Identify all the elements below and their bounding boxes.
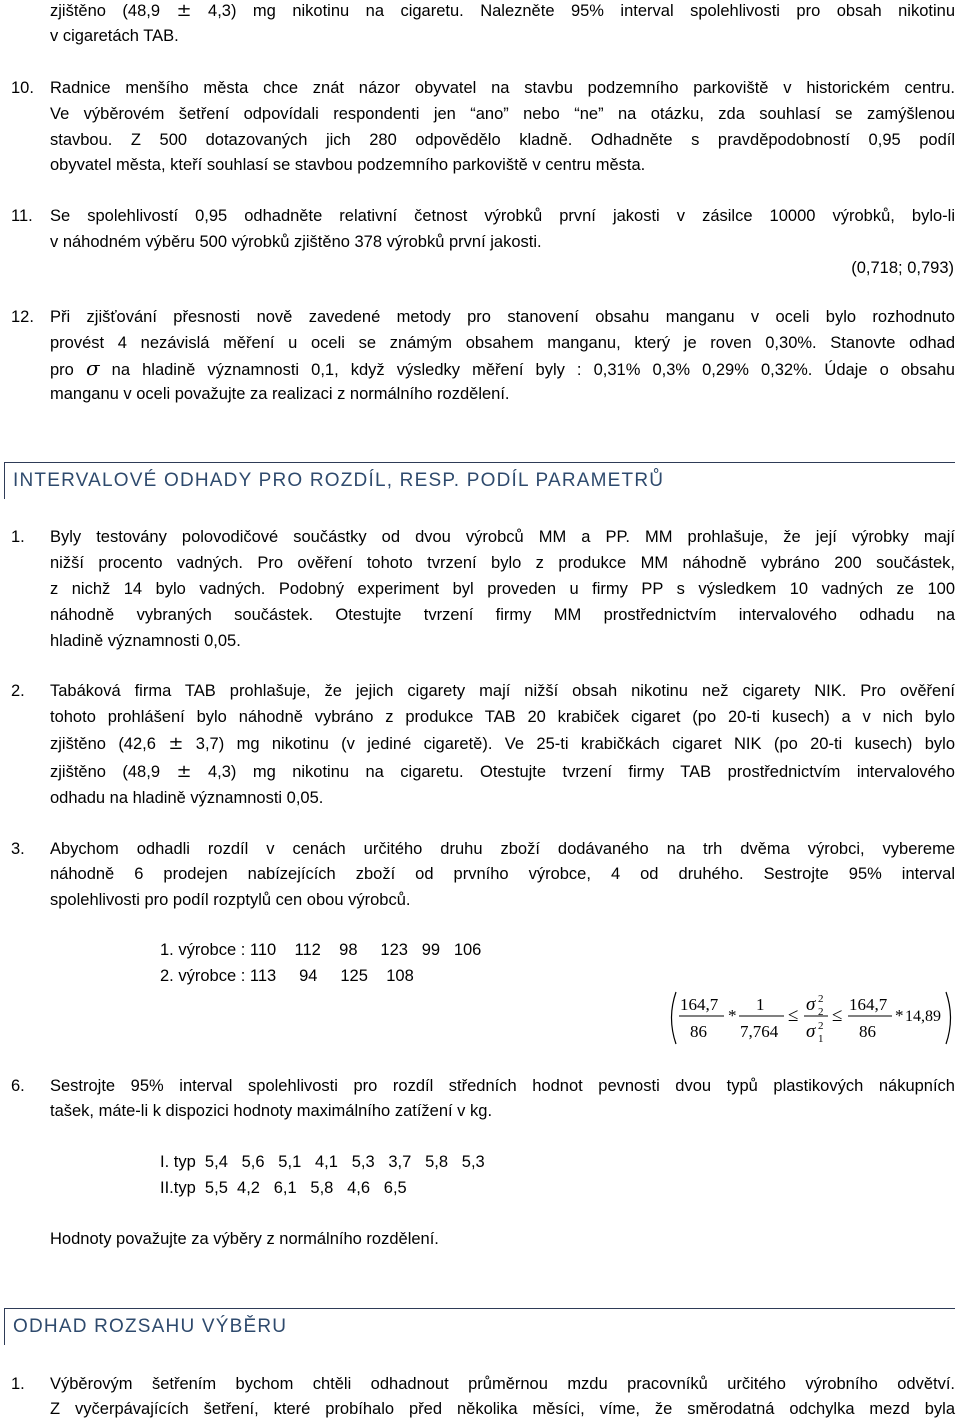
text-line: Hodnoty považujte za výběry z normálního rozdělení.: [50, 1230, 439, 1248]
formula-value: 14,89: [905, 1008, 941, 1025]
fraction-numerator: 164,7: [849, 995, 888, 1014]
item-number: 1.: [11, 1375, 25, 1393]
plus-minus-symbol: ±: [176, 761, 192, 782]
data-row-type-2: II.typ 5,5 4,2 6,1 5,8 4,6 6,5: [160, 1179, 407, 1197]
text-line: stavbou. Z 500 dotazovaných jich 280 odpovědělo kladně. Odhadněte s pravděpodobností 0,95 podíl: [50, 131, 955, 149]
multiply-symbol: *: [895, 1006, 904, 1025]
fraction-numerator: 1: [756, 995, 765, 1014]
text-line: Byly testovány polovodičové součástky od dvou výrobců MM a PP. MM prohlašuje, že její výrobky mají: [50, 528, 955, 546]
le-symbol: ≤: [788, 1005, 799, 1026]
svg-text:1: 1: [818, 1033, 824, 1045]
text-line: Se spolehlivostí 0,95 odhadněte relativní četnost výrobků první jakosti v zásilce 10000 výrobků, bylo-li: [50, 207, 955, 225]
answer-text: (0,718; 0,793): [851, 259, 954, 277]
item-number: 2.: [11, 682, 25, 700]
text-line: Sestrojte 95% interval spolehlivosti pro rozdíl středních hodnot pevnosti dvou typů plastikových nákupních: [50, 1077, 955, 1095]
fraction-numerator: 164,7: [680, 995, 719, 1014]
text-line: odhadu na hladině významnosti 0,05.: [50, 789, 324, 807]
text-line: zjištěno (48,9 ± 4,3) mg nikotinu na cigaretu. Nalezněte 95% interval spolehlivosti pro obsah nikotinu: [50, 0, 956, 21]
text-line: provést 4 nezávislá měření u oceli se známým obsahem manganu, který je roven 0,30%. Stanovte odhad: [50, 334, 955, 352]
text-line: obyvatel města, kteří souhlasí se stavbou podzemního parkoviště v centru města.: [50, 156, 646, 174]
sigma-symbol: σ: [806, 1021, 816, 1042]
sigma-symbol: σ: [806, 994, 816, 1015]
text-line: v cigaretách TAB.: [50, 27, 179, 45]
section-heading: ODHAD ROZSAHU VÝBĚRU: [13, 1316, 288, 1337]
fraction-denominator: 86: [690, 1022, 707, 1041]
multiply-symbol: *: [728, 1006, 737, 1025]
item-number: 10.: [11, 79, 34, 97]
svg-text:2: 2: [818, 1006, 824, 1018]
text-line: tohoto prohlášení bylo náhodně vybráno z produkce TAB 20 krabiček cigaret (po 20-ti kusech) a v nich bylo: [50, 708, 955, 726]
text-line: náhodně vybraných součástek. Otestujte tvrzení firmy MM prostřednictvím intervalového odhadu na: [50, 606, 955, 624]
text-line: pro σ na hladině významnosti 0,1, když výsledky měření byly : 0,31% 0,3% 0,29% 0,32%. Údaje o obsahu: [50, 356, 955, 380]
fraction-denominator: 86: [859, 1022, 876, 1041]
text-line: Výběrovým šetřením bychom chtěli odhadnout průměrnou mzdu pracovníků určitého výrobního odvětví.: [50, 1375, 955, 1393]
data-row-producer-1: 1. výrobce : 110 112 98 123 99 106: [160, 941, 482, 959]
data-row-producer-2: 2. výrobce : 113 94 125 108: [160, 967, 414, 985]
text-line: náhodně 6 prodejen nabízejících zboží od prvního výrobce, 4 od druhého. Sestrojte 95% interval: [50, 865, 955, 883]
item-number: 11.: [11, 207, 33, 225]
text-line: zjištěno (48,9 ± 4,3) mg nikotinu na cigaretu. Otestujte tvrzení firmy TAB prostřednictvím intervalového: [50, 761, 955, 782]
item-number: 3.: [11, 840, 25, 858]
item-number: 12.: [11, 308, 34, 326]
section-heading: INTERVALOVÉ ODHADY PRO ROZDÍL, RESP. PODÍL PARAMETRŮ: [13, 470, 665, 491]
fraction-denominator: 7,764: [740, 1022, 779, 1041]
text-line: Radnice menšího města chce znát názor obyvatel na stavbu podzemního parkoviště v historickém centru.: [50, 79, 955, 97]
item-number: 1.: [11, 528, 25, 546]
text-line: Tabáková firma TAB prohlašuje, že jejich cigarety mají nižší obsah nikotinu než cigarety NIK. Pro ověření: [50, 682, 955, 700]
text-line: tašek, máte-li k dispozici hodnoty maximálního zatížení v kg.: [50, 1102, 493, 1120]
text-line: v náhodném výběru 500 výrobků zjištěno 378 výrobků první jakosti.: [50, 233, 542, 251]
text-line: hladině významnosti 0,05.: [50, 632, 241, 650]
text-line: zjištěno (42,6 ± 3,7) mg nikotinu (v jediné cigaretě). Ve 25-ti krabičkách cigaret NIK (po 20-ti kusech) bylo: [50, 733, 955, 754]
svg-text:2: 2: [818, 993, 824, 1005]
plus-minus-symbol: ±: [168, 733, 184, 754]
text-line: z nichž 14 bylo vadných. Podobný experiment byl proveden u firmy PP s výsledkem 10 vadných ze 100: [50, 580, 955, 598]
item-number: 6.: [11, 1077, 25, 1095]
text-line: Při zjišťování přesnosti nově zavedené metody pro stanovení obsahu manganu v oceli bylo rozhodnuto: [50, 308, 955, 326]
plus-minus-symbol: ±: [176, 0, 192, 21]
text-line: Ve výběrovém šetření odpovídali respondenti jen “ano” nebo “ne” na otázku, zda souhlasí se zamýšlenou: [50, 105, 955, 123]
svg-text:2: 2: [818, 1020, 824, 1032]
sigma-symbol: σ: [85, 356, 100, 380]
text-line: spolehlivosti pro podíl rozptylů cen obou výrobců.: [50, 891, 411, 909]
le-symbol: ≤: [832, 1005, 843, 1026]
text-line: Z vyčerpávajících šetření, které probíhalo před několika měsíci, víme, že směrodatná odchylka mezd byla: [50, 1400, 955, 1418]
text-line: Abychom odhadli rozdíl v cenách určitého druhu zboží dodávaného na trh dvěma výrobci, vybereme: [50, 840, 955, 858]
text-line: manganu v oceli považujte za realizaci z normálního rozdělení.: [50, 385, 510, 403]
data-row-type-1: I. typ 5,4 5,6 5,1 4,1 5,3 3,7 5,8 5,3: [160, 1153, 485, 1171]
text-line: nižší procento vadných. Pro ověření tohoto tvrzení bylo z produkce MM náhodně vybráno 200 součástek,: [50, 554, 955, 572]
variance-ratio-formula: [666, 988, 956, 1048]
